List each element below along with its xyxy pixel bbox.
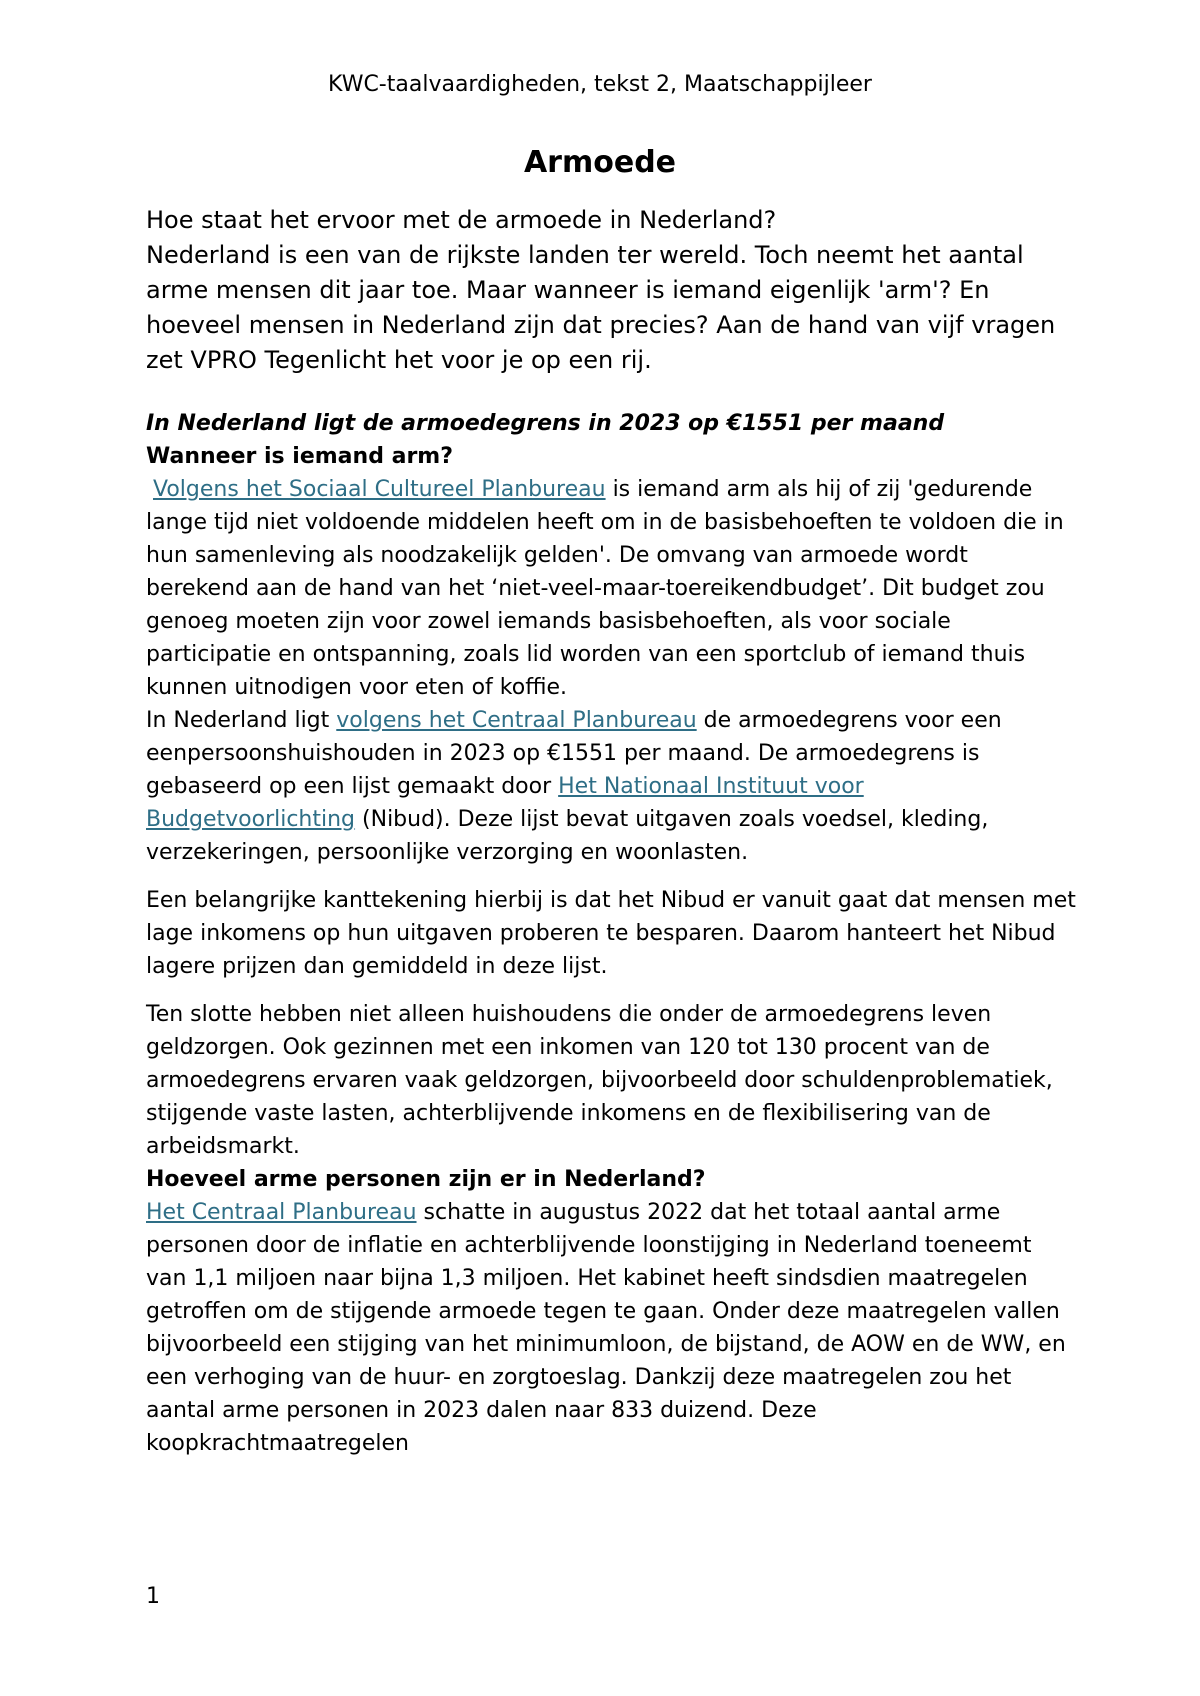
highlight-statement: In Nederland ligt de armoedegrens in 2023 op €1551 per maand [146,411,945,436]
section-heading: Wanneer is iemand arm? [146,444,453,469]
link-centraal-planbureau[interactable]: volgens het Centraal Planbureau [336,708,697,733]
paragraph-text: is iemand arm als hij of zij 'gedurende lange tijd niet voldoende middelen heeft om in de basisbehoeften te voldoen die in hun samenleving als noodzakelijk gelden'. De omvang van armoede wordt berekend aan de hand van het ‘niet-veel-maar-toereikendbudget’. Dit budget zou genoeg moeten zijn voor zowel iemands basisbehoeften, als voor sociale participatie en ontspanning, zoals lid worden van een sportclub of iemand thuis kunnen uitnodigen voor eten of koffie. [146,477,1064,700]
paragraph [146,704,1076,869]
link-sociaal-cultureel-planbureau[interactable]: Volgens het Sociaal Cultureel Planbureau [153,477,606,502]
link-het-centraal-planbureau[interactable]: Het Centraal Planbureau [146,1200,417,1225]
paragraph-text: In Nederland ligt [146,708,337,733]
paragraph-text: (Nibud). Deze lijst bevat uitgaven zoals voedsel, kleding, verzekeringen, persoonlijke verzorging en woonlasten. [146,807,989,865]
document-body [146,203,1076,1460]
page-number: 1 [146,1584,160,1609]
section-hoeveel-arm [146,1163,1076,1460]
intro-paragraph: Nederland is een van de rijkste landen ter wereld. Toch neemt het aantal arme mensen dit jaar toe. Maar wanneer is iemand eigenlijk 'arm'? En hoeveel mensen in Nederland zijn dat precies? Aan de hand van vijf vragen zet VPRO Tegenlicht het voor je op een rij. [146,241,1056,374]
paragraph: Een belangrijke kanttekening hierbij is dat het Nibud er vanuit gaat dat mensen met lage inkomens op hun uitgaven proberen te besparen. Daarom hanteert het Nibud lagere prijzen dan gemiddeld in deze lijst. [146,888,1076,979]
running-header: KWC-taalvaardigheden, tekst 2, Maatschappijleer [328,72,872,97]
paragraph [146,473,1076,704]
link-nibud[interactable]: Het Nationaal Instituut voor Budgetvoorlichting [146,774,864,832]
paragraph-text: schatte in augustus 2022 dat het totaal aantal arme personen door de inflatie en achterblijvende loonstijging in Nederland toeneemt van 1,1 miljoen naar bijna 1,3 miljoen. Het kabinet heeft sindsdien maatregelen getroffen om de stijgende armoede tegen te gaan. Onder deze maatregelen vallen bijvoorbeeld een stijging van het minimumloon, de bijstand, de AOW en de WW, en een verhoging van de huur- en zorgtoeslag. Dankzij deze maatregelen zou het aantal arme personen in 2023 dalen naar 833 duizend. Deze koopkrachtmaatregelen [146,1200,1066,1456]
section-wanneer-arm [146,440,1076,1163]
paragraph-text: de armoedegrens voor een eenpersoonshuishouden in 2023 op €1551 per maand. De armoedegrens is gebaseerd op een lijst gemaakt door [146,708,1002,799]
paragraph [146,1196,1076,1460]
intro [146,203,1076,378]
paragraph: Ten slotte hebben niet alleen huishoudens die onder de armoedegrens leven geldzorgen. Ook gezinnen met een inkomen van 120 tot 130 procent van de armoedegrens ervaren vaak geldzorgen, bijvoorbeeld door schuldenproblematiek, stijgende vaste lasten, achterblijvende inkomens en de flexibilisering van de arbeidsmarkt. [146,1002,1053,1159]
intro-question: Hoe staat het ervoor met de armoede in Nederland? [146,206,777,234]
document-title: Armoede [523,145,677,180]
section-heading: Hoeveel arme personen zijn er in Nederland? [146,1167,706,1192]
